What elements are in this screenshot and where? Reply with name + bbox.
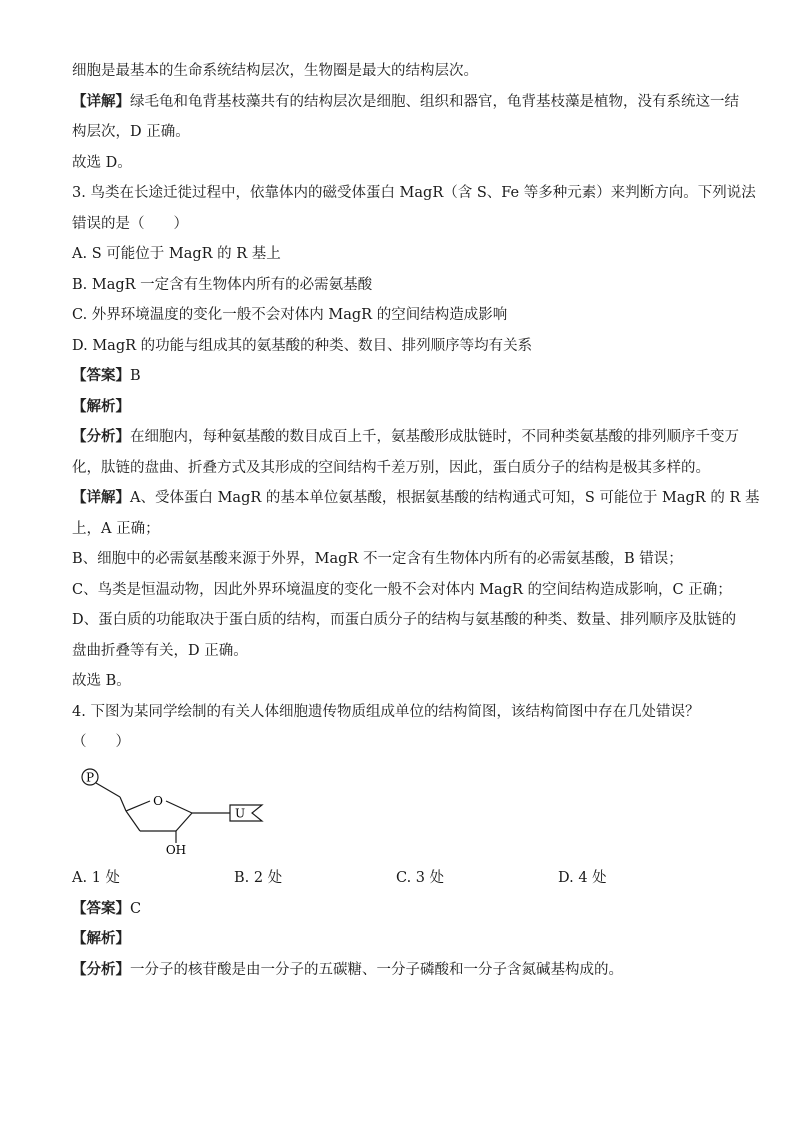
tag-answer: 【答案】 bbox=[72, 899, 130, 917]
answer-line: 【答案】B bbox=[72, 367, 141, 384]
text-line: 上，A 正确； bbox=[72, 520, 160, 537]
text-line: 【分析】在细胞内，每种氨基酸的数目成百上千，氨基酸形成肽链时，不同种类氨基酸的排列顺序千变万 bbox=[72, 428, 739, 445]
ring-bond bbox=[126, 801, 150, 811]
text-line: 构层次，D 正确。 bbox=[72, 124, 190, 140]
option-d: D. 4 处 bbox=[558, 870, 607, 886]
analysis-heading: 【解析】 bbox=[72, 397, 130, 415]
tag-detail: 【详解】 bbox=[72, 92, 130, 110]
text-line: 【详解】绿毛龟和龟背基枝藻共有的结构层次是细胞、组织和器官，龟背基枝藻是植物，没有系统这一结 bbox=[72, 92, 739, 110]
tag-analysis: 【分析】 bbox=[72, 428, 130, 445]
option-c: C. 外界环境温度的变化一般不会对体内 MagR 的空间结构造成影响 bbox=[72, 307, 508, 323]
nucleotide-svg bbox=[80, 763, 280, 855]
option-a: A. 1 处 bbox=[72, 870, 121, 886]
tag-detail: 【详解】 bbox=[72, 489, 130, 506]
text-line: C、鸟类是恒温动物，因此外界环境温度的变化一般不会对体内 MagR 的空间结构造成影响，C 正确； bbox=[72, 581, 732, 598]
ring-bond bbox=[126, 811, 140, 831]
question-3-stem: 错误的是（ ） bbox=[72, 215, 188, 232]
text-line: 【详解】A、受体蛋白 MagR 的基本单位氨基酸，根据氨基酸的结构通式可知，S 可能位于 MagR 的 R 基 bbox=[72, 489, 760, 506]
text-line: 盘曲折叠等有关，D 正确。 bbox=[72, 642, 248, 659]
text-line: B、细胞中的必需氨基酸来源于外界，MagR 不一定含有生物体内所有的必需氨基酸，B 错误； bbox=[72, 551, 683, 567]
tag-answer: 【答案】 bbox=[72, 367, 130, 384]
hydroxyl-label: OH bbox=[165, 843, 187, 855]
option-d: D. MagR 的功能与组成其的氨基酸的种类、数目、排列顺序等均有关系 bbox=[72, 337, 533, 354]
text-line: D、蛋白质的功能取决于蛋白质的结构，而蛋白质分子的结构与氨基酸的种类、数量、排列顺序及肽链的 bbox=[72, 612, 737, 628]
text-line: 故选 D。 bbox=[72, 154, 132, 171]
text-line: 细胞是最基本的生命系统结构层次，生物圈是最大的结构层次。 bbox=[72, 63, 478, 79]
question-4-stem: （ ） bbox=[72, 734, 130, 750]
option-b: B. 2 处 bbox=[234, 870, 283, 886]
phosphate-label: P bbox=[85, 770, 95, 785]
option-a: A. S 可能位于 MagR 的 R 基上 bbox=[72, 246, 281, 262]
base-label: U bbox=[234, 806, 246, 821]
question-4-stem: 4. 下图为某同学绘制的有关人体细胞遗传物质组成单位的结构简图，该结构简图中存在几处错误？ bbox=[72, 703, 700, 720]
analysis-heading: 【解析】 bbox=[72, 930, 130, 947]
question-4-options bbox=[72, 867, 732, 889]
tag-analysis: 【分析】 bbox=[72, 960, 130, 978]
phosphate-bond bbox=[96, 783, 120, 797]
ring-bond bbox=[166, 801, 192, 813]
ring-oxygen-label: O bbox=[153, 794, 163, 808]
document-page bbox=[72, 60, 760, 989]
option-b: B. MagR 一定含有生物体内所有的必需氨基酸 bbox=[72, 276, 373, 293]
text-line: 化，肽链的盘曲、折叠方式及其形成的空间结构千差万别，因此，蛋白质分子的结构是极其多样的。 bbox=[72, 459, 710, 476]
text-line: 故选 B。 bbox=[72, 673, 131, 689]
question-3-stem: 3. 鸟类在长途迁徙过程中，依靠体内的磁受体蛋白 MagR（含 S、Fe 等多种元素）来判断方向。下列说法 bbox=[72, 185, 756, 201]
nucleotide-diagram bbox=[80, 763, 280, 855]
answer-line: 【答案】C bbox=[72, 899, 142, 917]
c5-bond bbox=[120, 797, 126, 811]
option-c: C. 3 处 bbox=[396, 870, 445, 886]
ring-bond bbox=[176, 813, 192, 831]
text-line: 【分析】一分子的核苷酸是由一分子的五碳糖、一分子磷酸和一分子含氮碱基构成的。 bbox=[72, 960, 623, 978]
